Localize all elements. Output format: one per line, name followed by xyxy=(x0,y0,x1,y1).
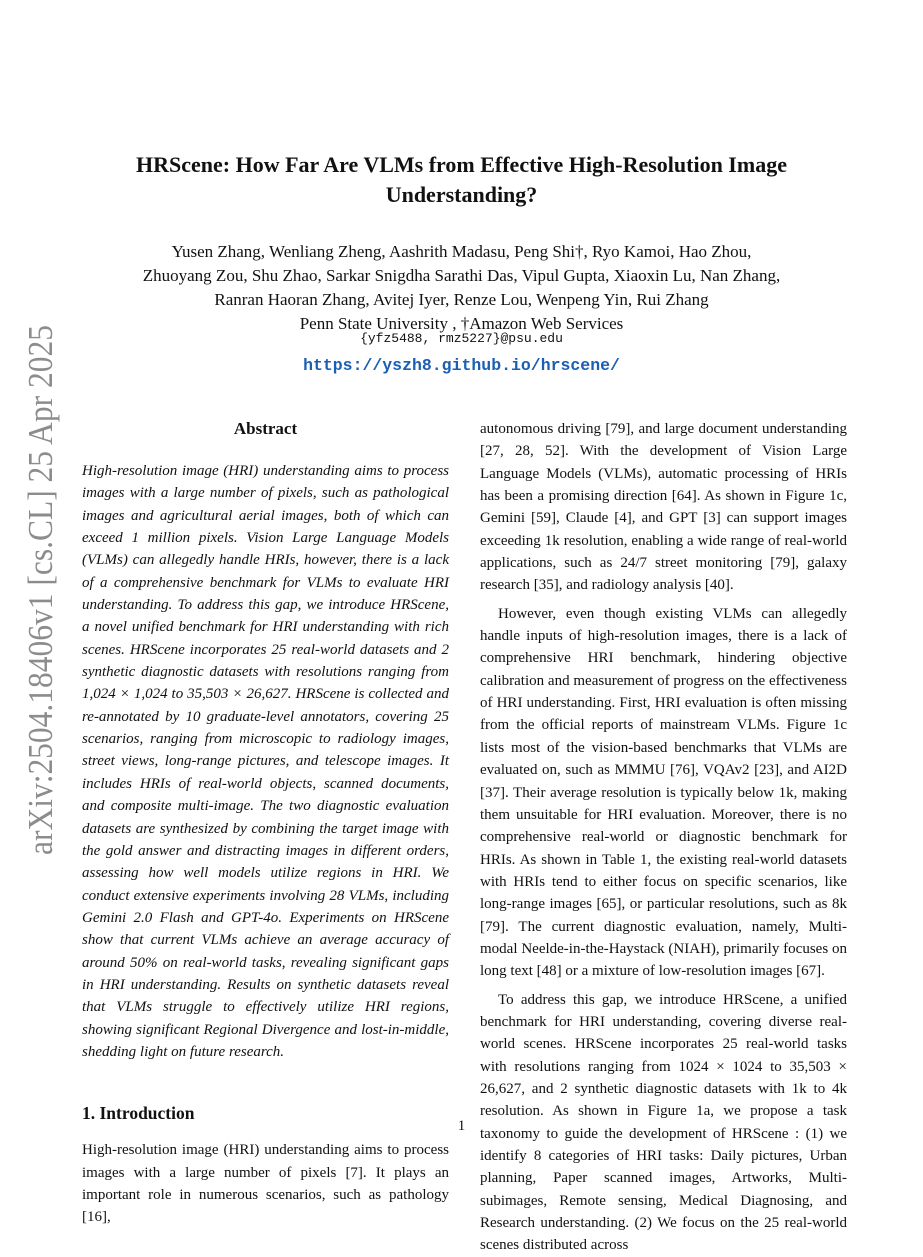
body-paragraph-3: To address this gap, we introduce HRScene, a unified benchmark for HRI understanding, covering diverse real-world scenes. HRScene incorporates 25 real-world tasks with resolutions ranging from 1024 × 1024 to 35,503 × 26,627, and 2 synthetic diagnostic datasets with 1k to 4k resolution. As shown in Figure 1a, we propose a task taxonomy to guide the development of HRScene : (1) we identify 8 categories of HRI tasks: Daily pictures, Urban planning, Paper scanned images, Artworks, Multi-subimages, Remote sensing, Medical Diagnosing, and Research understanding. (2) We focus on the 25 real-world scenes distributed across xyxy=(480,991,847,1254)
affiliation: Penn State University , †Amazon Web Services xyxy=(299,314,624,333)
project-url-link[interactable]: https://yszh8.github.io/hrscene/ xyxy=(303,356,620,375)
body-paragraph-1: autonomous driving [79], and large document understanding [27, 28, 52]. With the development of Vision Large Language Models (VLMs), automatic processing of HRIs has been a promising direction [64]. As shown in Figure 1c, Gemini [59], Claude [4], and GPT [3] can support images exceeding 1k resolution, enabling a wide range of real-world applications, such as 24/7 street monitoring [79], galaxy research [35], and radiology analysis [40]. xyxy=(480,421,847,594)
author-line-1: Yusen Zhang, Wenliang Zheng, Aashrith Madasu, Peng Shi†, Ryo Kamoi, Hao Zhou, xyxy=(171,242,752,261)
page-number: 1 xyxy=(457,1118,466,1134)
body-paragraph-2: However, even though existing VLMs can allegedly handle inputs of high-resolution images, there is a lack of comprehensive HRI benchmark, hindering objective calibration and measurement of progress on the effectiveness of HRI understanding. First, HRI evaluation is often missing from the official reports of mainstream VLMs. Figure 1c lists most of the vision-based benchmarks that VLMs are evaluated on, such as MMMU [76], VQAv2 [23], and AI2D [37]. Their average resolution is typically below 1k, making them unsuitable for HRI evaluation. Moreover, there is no comprehensive real-world or diagnostic benchmark for HRIs. As shown in Table 1, the existing real-world datasets with HRIs tend to either focus on specific scenarios, like long-range images [65], or particular resolutions, such as 8k [79]. The current diagnostic evaluation, namely, Multi-modal Neelde-in-the-Haystack (NIAH), primarily focuses on long text [48] or a mixture of low-resolution images [67]. xyxy=(480,605,847,980)
author-block xyxy=(100,240,823,336)
paper-title: HRScene: How Far Are VLMs from Effective High-Resolution Image Understanding? xyxy=(136,152,787,207)
introduction-paragraph: High-resolution image (HRI) understanding aims to process images with a large number of pixels [7]. It plays an important role in numerous scenarios, such as pathology [16], xyxy=(82,1142,449,1226)
author-line-3: Ranran Haoran Zhang, Avitej Iyer, Renze Lou, Wenpeng Yin, Rui Zhang xyxy=(214,290,709,309)
introduction-heading: 1. Introduction xyxy=(82,1103,195,1124)
abstract-body: High-resolution image (HRI) understanding aims to process images with a large number of pixels, such as pathological images and agricultural aerial images, both of which can exceed 1 million pixels. Vision Large Language Models (VLMs) can allegedly handle HRIs, however, there is a lack of a comprehensive benchmark for VLMs to evaluate HRI understanding. To address this gap, we introduce HRScene, a novel unified benchmark for HRI understanding with rich scenes. HRScene incorporates 25 real-world datasets and 2 synthetic diagnostic datasets with resolutions ranging from 1,024 × 1,024 to 35,503 × 26,627. HRScene is collected and re-annotated by 10 graduate-level annotators, covering 25 scenarios, ranging from microscopic to radiology images, street views, long-range pictures, and telescope images. It includes HRIs of real-world objects, scanned documents, and composite multi-image. The two diagnostic evaluation datasets are synthesized by combining the target image with the gold answer and distracting images in different orders, assessing how well models utilize regions in HRI. We conduct extensive experiments involving 28 VLMs, including Gemini 2.0 Flash and GPT-4o. Experiments on HRScene show that current VLMs achieve an average accuracy of around 50% on real-world tasks, revealing significant gaps in HRI understanding. Results on synthetic datasets reveal that VLMs struggle to effectively utilize HRI regions, showing significant Regional Divergence and lost-in-middle, shedding light on future research. xyxy=(82,463,449,1060)
arxiv-watermark-text: arXiv:2504.18406v1 [cs.CL] 25 Apr 2025 xyxy=(21,320,60,855)
arxiv-watermark xyxy=(8,320,68,860)
author-line-2: Zhuoyang Zou, Shu Zhao, Sarkar Snigdha Sarathi Das, Vipul Gupta, Xiaoxin Lu, Nan Zhang, xyxy=(142,266,781,285)
left-column xyxy=(82,418,449,1229)
abstract-heading: Abstract xyxy=(233,419,298,438)
contact-email: {yfz5488, rmz5227}@psu.edu xyxy=(360,331,563,346)
